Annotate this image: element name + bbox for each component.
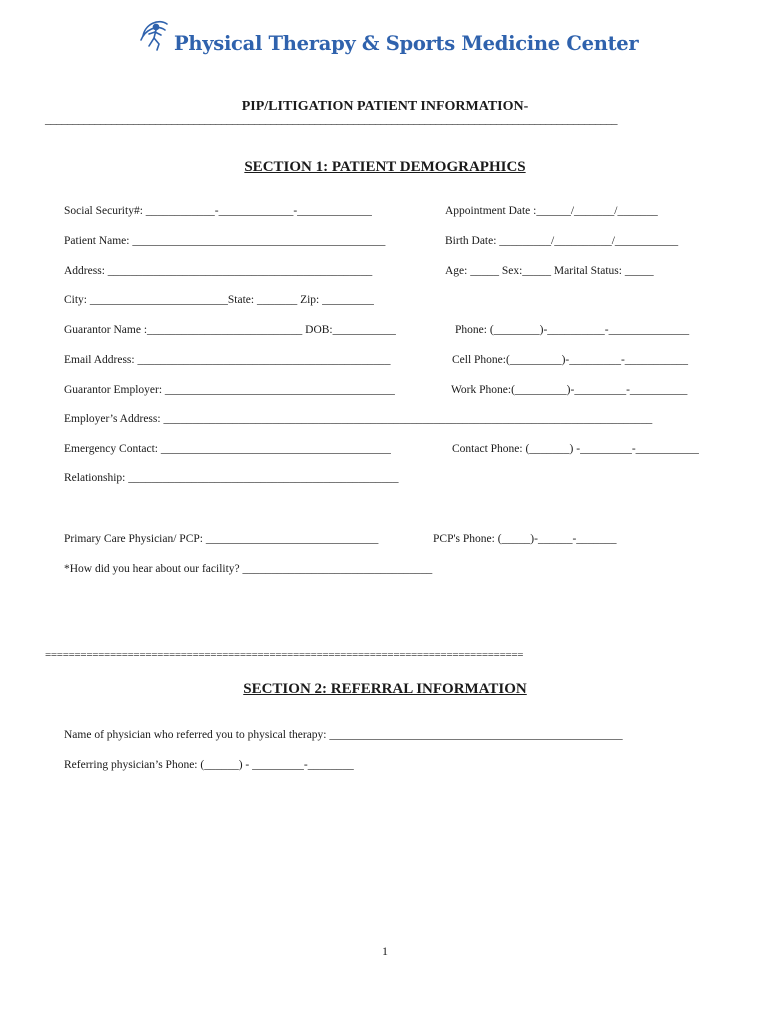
- runner-logo-icon: [137, 16, 173, 52]
- social-security-field[interactable]: Social Security#: ____________-_____________-_____________: [64, 205, 372, 217]
- employers-address-field[interactable]: Employer’s Address: _____________________________________________________________________________________: [64, 413, 653, 425]
- title-underline: ________________________________________________________________________________________________________: [45, 112, 617, 126]
- address-field[interactable]: Address: ______________________________________________: [64, 265, 373, 277]
- emergency-contact-field[interactable]: Emergency Contact: ________________________________________: [64, 443, 391, 455]
- email-field[interactable]: Email Address: ____________________________________________: [64, 354, 391, 366]
- age-sex-marital-field[interactable]: Age: _____ Sex:_____ Marital Status: _____: [445, 265, 654, 277]
- pcp-phone-field[interactable]: PCP's Phone: (_____)-______-_______: [433, 533, 617, 545]
- guarantor-name-dob-field[interactable]: Guarantor Name :___________________________ DOB:___________: [64, 324, 396, 336]
- relationship-field[interactable]: Relationship: _______________________________________________: [64, 472, 399, 484]
- section-1-heading: SECTION 1: PATIENT DEMOGRAPHICS: [244, 159, 526, 175]
- phone-field[interactable]: Phone: (________)-__________-______________: [455, 324, 690, 336]
- pcp-field[interactable]: Primary Care Physician/ PCP: ______________________________: [64, 533, 379, 545]
- how-heard-field[interactable]: *How did you hear about our facility? _________________________________: [64, 563, 433, 575]
- appointment-date-field[interactable]: Appointment Date :______/_______/_______: [445, 205, 658, 217]
- contact-phone-field[interactable]: Contact Phone: (_______) -_________-___________: [452, 443, 699, 455]
- patient-name-field[interactable]: Patient Name: ____________________________________________: [64, 235, 386, 247]
- organization-name: Physical Therapy & Sports Medicine Center: [174, 32, 639, 55]
- city-state-zip-field[interactable]: City: ________________________State: _______ Zip: _________: [64, 294, 374, 306]
- section-2-heading: SECTION 2: REFERRAL INFORMATION: [243, 681, 527, 697]
- cell-phone-field[interactable]: Cell Phone:(_________)-_________-___________: [452, 354, 689, 366]
- work-phone-field[interactable]: Work Phone:(_________)-_________-__________: [451, 384, 688, 396]
- guarantor-employer-field[interactable]: Guarantor Employer: ________________________________________: [64, 384, 395, 396]
- birth-date-field[interactable]: Birth Date: _________/__________/___________: [445, 235, 679, 247]
- page-number: 1: [382, 944, 388, 958]
- referring-physician-phone-field[interactable]: Referring physician’s Phone: (______) - _________-________: [64, 759, 354, 771]
- referring-physician-name-field[interactable]: Name of physician who referred you to physical therapy: ___________________________________________________: [64, 729, 623, 741]
- document-title: PIP/LITIGATION PATIENT INFORMATION-: [241, 99, 529, 114]
- section-separator: =================================================================================: [45, 649, 524, 661]
